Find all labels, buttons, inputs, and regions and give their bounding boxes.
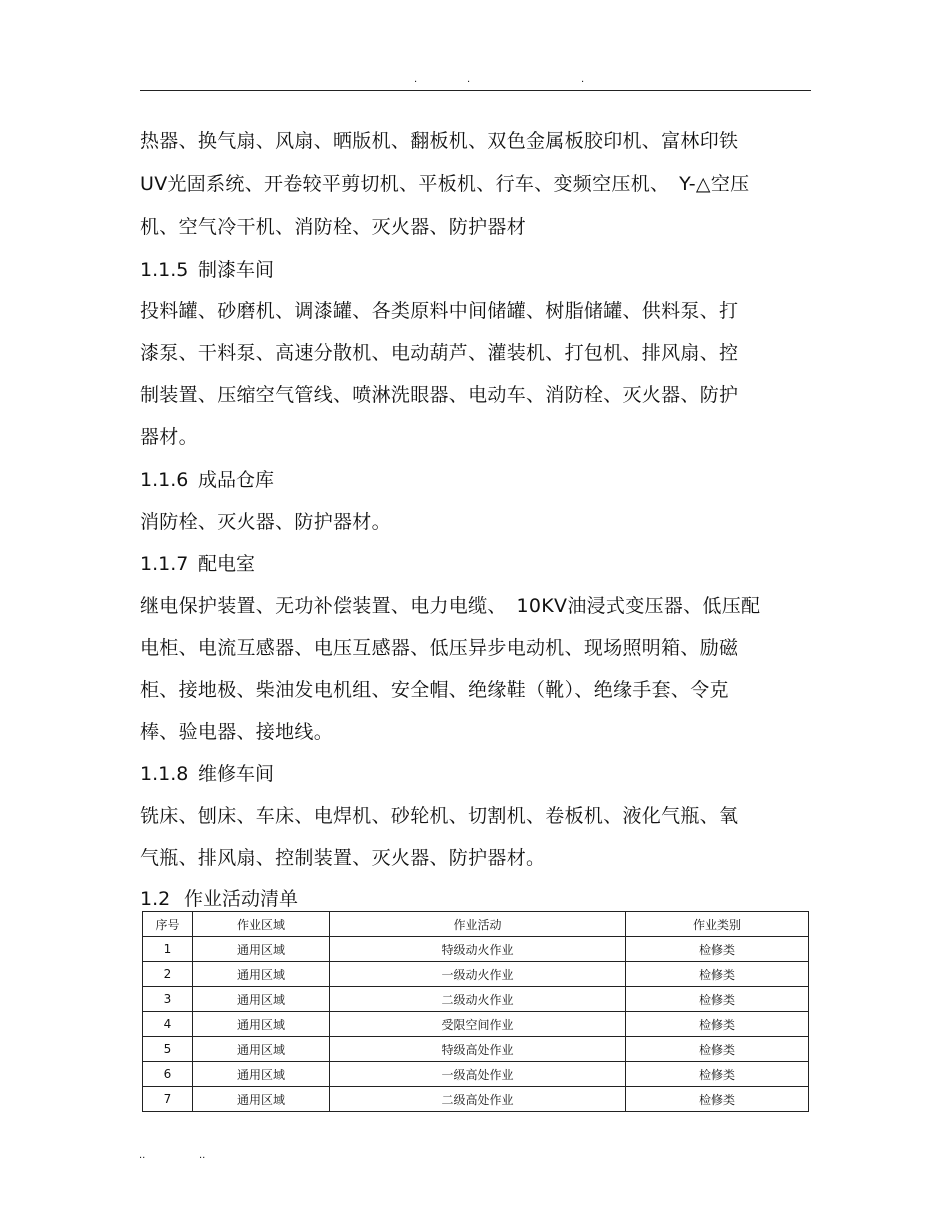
- section-heading: [140, 759, 274, 786]
- section-heading: [140, 884, 298, 911]
- table-cell: 检修类: [626, 987, 809, 1012]
- table-cell: 通用区域: [193, 987, 330, 1012]
- paragraph-line: 继电保护装置、无功补偿装置、电力电缆、 10KV油浸式变压器、低压配: [140, 595, 761, 617]
- table-cell: 检修类: [626, 1012, 809, 1037]
- section-title: 制漆车间: [198, 259, 275, 281]
- paragraph-line: 机、空气冷干机、消防栓、灭火器、防护器材: [140, 216, 527, 238]
- paragraph-line: 消防栓、灭火器、防护器材。: [140, 511, 391, 533]
- header-dot: .: [581, 74, 585, 85]
- section-title: 作业活动清单: [184, 888, 299, 910]
- section-number: 1.1.8: [140, 763, 189, 785]
- section-heading: [140, 549, 255, 576]
- section-number: 1.1.5: [140, 259, 189, 281]
- paragraph-line: 器材。: [140, 426, 198, 448]
- table-header-row: [143, 912, 809, 937]
- paragraph-line: 棒、验电器、接地线。: [140, 721, 334, 743]
- table-cell: 1: [143, 937, 193, 962]
- section-number: 1.1.7: [140, 553, 189, 575]
- table-cell: 3: [143, 987, 193, 1012]
- paragraph-line: 电柜、电流互感器、电压互感器、低压异步电动机、现场照明箱、励磁: [140, 637, 739, 659]
- table-row: [143, 1037, 809, 1062]
- table-cell: 通用区域: [193, 1087, 330, 1112]
- footer-dot: ..: [139, 1150, 146, 1161]
- table-cell: 特级动火作业: [330, 937, 626, 962]
- table-cell: 6: [143, 1062, 193, 1087]
- table-cell: 通用区域: [193, 1062, 330, 1087]
- table-cell: 通用区域: [193, 1012, 330, 1037]
- section-number: 1.1.6: [140, 469, 189, 491]
- header-dots: [0, 74, 950, 84]
- table-cell: 7: [143, 1087, 193, 1112]
- table-row: [143, 1087, 809, 1112]
- table-row: [143, 1062, 809, 1087]
- table-cell: 通用区域: [193, 1037, 330, 1062]
- table-cell: 二级动火作业: [330, 987, 626, 1012]
- column-header: 作业活动: [330, 912, 626, 937]
- table-cell: 二级高处作业: [330, 1087, 626, 1112]
- column-header: 序号: [143, 912, 193, 937]
- paragraph-line: 气瓶、排风扇、控制装置、灭火器、防护器材。: [140, 847, 546, 869]
- paragraph-line: UV光固系统、开卷较平剪切机、平板机、行车、变频空压机、 Y-△空压: [140, 173, 750, 195]
- table-cell: 检修类: [626, 1062, 809, 1087]
- table-row: [143, 987, 809, 1012]
- table-cell: 受限空间作业: [330, 1012, 626, 1037]
- table-row: [143, 937, 809, 962]
- section-title: 成品仓库: [198, 469, 275, 491]
- activity-table: [142, 911, 809, 1112]
- paragraph-line: 投料罐、砂磨机、调漆罐、各类原料中间储罐、树脂储罐、供料泵、打: [140, 300, 739, 322]
- table-cell: 4: [143, 1012, 193, 1037]
- table-cell: 检修类: [626, 1087, 809, 1112]
- paragraph-line: 柜、接地极、柴油发电机组、安全帽、绝缘鞋（靴）、绝缘手套、令克: [140, 679, 729, 701]
- table-cell: 检修类: [626, 962, 809, 987]
- section-heading: [140, 255, 274, 282]
- table-cell: 检修类: [626, 937, 809, 962]
- paragraph-line: 热器、换气扇、风扇、晒版机、翻板机、双色金属板胶印机、富林印铁: [140, 130, 739, 152]
- table-cell: 2: [143, 962, 193, 987]
- table-cell: 检修类: [626, 1037, 809, 1062]
- header-dot: .: [414, 74, 418, 85]
- table-row: [143, 1012, 809, 1037]
- footer-dot: ..: [199, 1150, 206, 1161]
- header-rule: [140, 90, 811, 91]
- table-cell: 5: [143, 1037, 193, 1062]
- paragraph-line: 制装置、压缩空气管线、喷淋洗眼器、电动车、消防栓、灭火器、防护: [140, 384, 739, 406]
- column-header: 作业区域: [193, 912, 330, 937]
- table-cell: 通用区域: [193, 937, 330, 962]
- header-dot: .: [467, 74, 471, 85]
- section-heading: [140, 465, 274, 492]
- table-cell: 一级高处作业: [330, 1062, 626, 1087]
- table-cell: 一级动火作业: [330, 962, 626, 987]
- table-row: [143, 962, 809, 987]
- paragraph-line: 漆泵、干料泵、高速分散机、电动葫芦、灌装机、打包机、排风扇、控: [140, 342, 739, 364]
- column-header: 作业类别: [626, 912, 809, 937]
- section-title: 配电室: [198, 553, 256, 575]
- table-cell: 通用区域: [193, 962, 330, 987]
- section-title: 维修车间: [198, 763, 275, 785]
- section-number: 1.2: [140, 888, 171, 910]
- table-cell: 特级高处作业: [330, 1037, 626, 1062]
- paragraph-line: 铣床、刨床、车床、电焊机、砂轮机、切割机、卷板机、液化气瓶、氧: [140, 805, 739, 827]
